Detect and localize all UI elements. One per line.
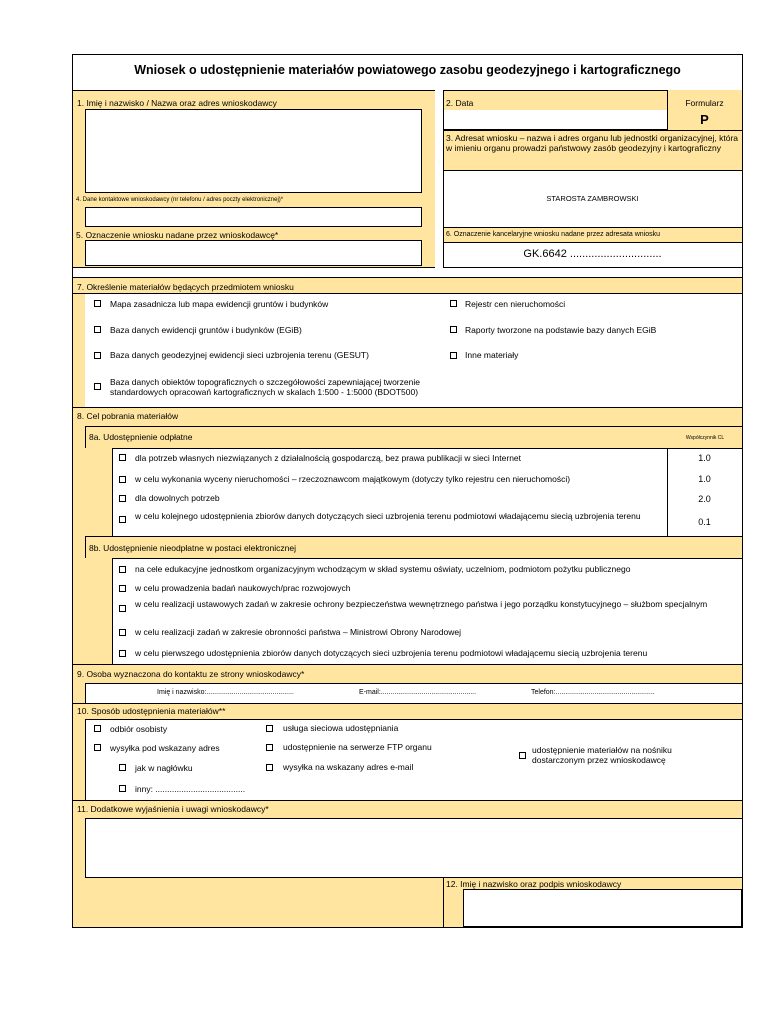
s7-left-checkbox-2[interactable] [94,326,101,333]
section-7-left-margin [73,294,85,407]
s8a-coef-1: 1.0 [698,453,711,463]
remarks-field[interactable] [85,818,742,878]
s8a-checkbox-2[interactable] [119,476,126,483]
s8b-option-4: w celu realizacji zadań w zakresie obronności państwa – Ministrowi Obrony Narodowej [135,627,461,637]
contact-name-field[interactable]: Imię i nazwisko:............................................. [157,689,294,696]
s8a-coef-header: Współczynnik CL [685,435,725,441]
s9-label: 9. Osoba wyznaczona do kontaktu ze strony wnioskodawcy* [77,669,305,679]
s3-label: 3. Adresat wniosku – nazwa i adres organu lub jednostki organizacyjnej, która w imieniu organu prowadzi państwowy zasób geodezyjny i kartograficzny [446,133,739,153]
s6-label: 6. Oznaczenie kancelaryjne wniosku nadane przez adresata wniosku [446,231,661,238]
s2-label: 2. Data [446,98,474,108]
formularz-code: P [700,112,709,127]
s10-checkbox-personal-pickup[interactable] [94,725,101,732]
s7-right-option-2: Raporty tworzone na podstawie bazy danych EGiB [465,325,657,335]
s10-option-personal-pickup: odbiór osobisty [110,724,168,734]
s8b-option-3: w celu realizacji ustawowych zadań w zakresie ochrony bezpieczeństwa wewnętrznego państwa i jego porządku konstytucyjnego – służbom specjalnym [135,599,708,609]
s8b-checkbox-5[interactable] [119,650,126,657]
s8a-checkbox-1[interactable] [119,454,126,461]
s7-left-checkbox-4[interactable] [94,383,101,390]
contact-email-field[interactable]: E-mail:................................................. [359,689,477,696]
s7-left-option-1: Mapa zasadnicza lub mapa ewidencji gruntów i budynków [110,299,329,309]
applicant-reference-field[interactable] [85,240,422,266]
s8b-option-2: w celu prowadzenia badań naukowych/prac rozwojowych [135,583,351,593]
contact-field[interactable] [85,207,422,227]
s8b-checkbox-2[interactable] [119,585,126,592]
contact-phone-field[interactable]: Telefon:................................................... [531,689,655,696]
s8a-option-2: w celu wykonania wyceny nieruchomości – rzeczoznawcom majątkowym (dotyczy tylko rejestru cen nieruchomości) [135,474,571,484]
applicant-name-field[interactable] [85,109,422,193]
signature-field[interactable] [463,889,742,927]
s8a-coef-4: 0.1 [698,517,711,527]
s4-label: 4. Dane kontaktowe wnioskodawcy (nr telefonu / adres poczty elektronicznej)* [76,197,284,203]
section-12-divider [443,878,444,927]
s10-checkbox-ftp[interactable] [266,744,273,751]
s7-right-checkbox-1[interactable] [450,300,457,307]
s12-label: 12. Imię i nazwisko oraz podpis wnioskodawcy [446,879,622,889]
s7-label: 7. Określenie materiałów będących przedmiotem wniosku [77,282,294,292]
s10-option-other: inny: ...................................... [135,784,246,794]
s10-option-as-header: jak w nagłówku [135,763,193,773]
s10-label: 10. Sposób udostępnienia materiałów** [77,706,226,716]
s8b-option-5: w celu pierwszego udostępnienia zbiorów danych dotyczących sieci uzbrojenia terenu podmiotowi władającemu siecią uzbrojenia terenu [135,648,648,658]
s8a-coef-2: 1.0 [698,474,711,484]
s10-option-mail-delivery: wysyłka pod wskazany adres [110,743,220,753]
s8a-checkbox-4[interactable] [119,516,126,523]
s8a-label: 8a. Udostępnienie odpłatne [89,432,193,442]
s10-checkbox-network-service[interactable] [266,725,273,732]
s11-label: 11. Dodatkowe wyjaśnienia i uwagi wnioskodawcy* [77,804,269,814]
s10-checkbox-other[interactable] [119,785,126,792]
s10-checkbox-mail-delivery[interactable] [94,744,101,751]
form-title: Wniosek o udostępnienie materiałów powiatowego zasobu geodezyjnego i kartograficznego [134,63,681,77]
s8b-checkbox-4[interactable] [119,629,126,636]
s8a-checkbox-3[interactable] [119,495,126,502]
s10-option-email: wysyłka na wskazany adres e-mail [283,762,414,772]
s8b-checkbox-3[interactable] [119,605,126,612]
s10-checkbox-email[interactable] [266,764,273,771]
s10-option-media: udostępnienie materiałów na nośniku dostarczonym przez wnioskodawcę [532,745,672,765]
formularz-label: Formularz [685,98,724,108]
s7-left-checkbox-3[interactable] [94,352,101,359]
s8b-label: 8b. Udostępnienie nieodpłatne w postaci elektronicznej [89,543,296,553]
s7-left-option-3: Baza danych geodezyjnej ewidencji sieci uzbrojenia terenu (GESUT) [110,350,369,360]
s10-checkbox-as-header[interactable] [119,764,126,771]
s8-label: 8. Cel pobrania materiałów [77,411,179,421]
s7-left-checkbox-1[interactable] [94,300,101,307]
s8b-option-1: na cele edukacyjne jednostkom organizacyjnym wchodzącym w skład systemu oświaty, uczelniom, podmiotom pożytku publicznego [135,564,631,574]
s7-left-option-4: Baza danych obiektów topograficznych o szczegółowości zapewniającej tworzenie standardowych opracowań kartograficznych w skalach 1:500 - 1:5000 (BDOT500) [110,377,420,397]
s10-option-network-service: usługa sieciowa udostępniania [283,723,399,733]
s7-right-option-3: Inne materiały [465,350,519,360]
s10-option-ftp: udostępnienie na serwerze FTP organu [283,742,432,752]
s10-checkbox-media[interactable] [519,752,526,759]
s8a-coef-3: 2.0 [698,494,711,504]
s5-label: 5. Oznaczenie wniosku nadane przez wnioskodawcę* [76,230,279,240]
date-field[interactable] [443,110,667,130]
office-reference-value: GK.6642 .............................. [523,248,662,260]
s8b-checkbox-1[interactable] [119,566,126,573]
s7-right-checkbox-3[interactable] [450,352,457,359]
s8a-option-4: w celu kolejnego udostępnienia zbiorów danych dotyczących sieci uzbrojenia terenu podmiotowi władającemu siecią uzbrojenia terenu [135,511,641,521]
s7-right-option-1: Rejestr cen nieruchomości [465,299,566,309]
s7-left-option-2: Baza danych ewidencji gruntów i budynków (EGiB) [110,325,302,335]
s7-right-checkbox-2[interactable] [450,326,457,333]
s1-label: 1. Imię i nazwisko / Nazwa oraz adres wnioskodawcy [77,98,277,108]
addressee-value: STAROSTA ZAMBROWSKI [546,194,639,203]
s8a-option-1: dla potrzeb własnych niezwiązanych z działalnością gospodarczą, bez prawa publikacji w sieci Internet [135,453,522,463]
s8a-option-3: dla dowolnych potrzeb [135,493,220,503]
